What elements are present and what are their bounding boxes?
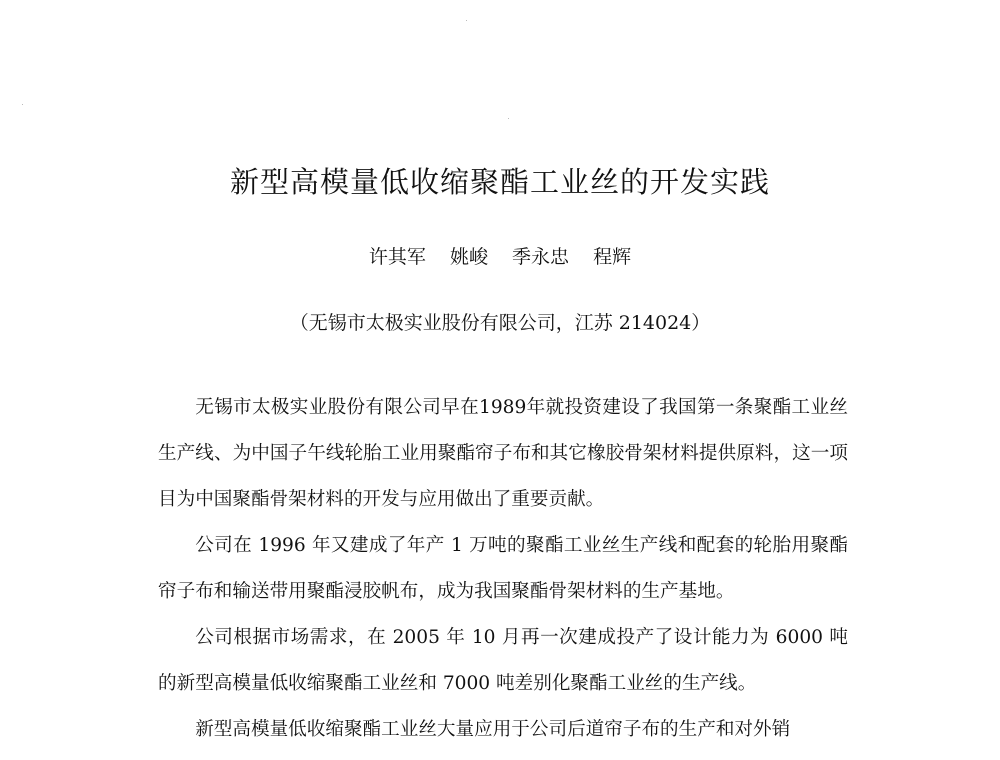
body-paragraph: 新型高模量低收缩聚酯工业丝大量应用于公司后道帘子布的生产和对外销: [195, 719, 791, 740]
scan-speck: [22, 104, 23, 105]
author-list: [0, 243, 1000, 271]
author-name: 季永忠: [512, 246, 570, 268]
scan-speck: [466, 20, 467, 21]
body-paragraph: 公司根据市场需求，在 2005 年 10 月再一次建成投产了设计能力为 6000 吨的新型高模量低收缩聚酯工业丝和 7000 吨差别化聚酯工业丝的生产线。: [158, 627, 848, 694]
body-paragraph: 无锡市太极实业股份有限公司早在1989年就投资建设了我国第一条聚酯工业丝生产线、为中国子午线轮胎工业用聚酯帘子布和其它橡胶骨架材料提供原料，这一项目为中国聚酯骨架材料的开发与应用做出了重要贡献。: [158, 397, 848, 510]
author-name: 姚峻: [449, 246, 488, 268]
author-affiliation: （无锡市太极实业股份有限公司，江苏 214024）: [289, 312, 711, 334]
paper-title: 新型高模量低收缩聚酯工业丝的开发实践: [229, 165, 770, 199]
body-text: [158, 385, 848, 753]
author-name: 程辉: [593, 246, 632, 268]
scan-speck: [508, 118, 509, 119]
body-paragraph: 公司在 1996 年又建成了年产 1 万吨的聚酯工业丝生产线和配套的轮胎用聚酯帘子布和输送带用聚酯浸胶帆布，成为我国聚酯骨架材料的生产基地。: [158, 535, 848, 602]
author-name: 许其军: [368, 246, 426, 268]
